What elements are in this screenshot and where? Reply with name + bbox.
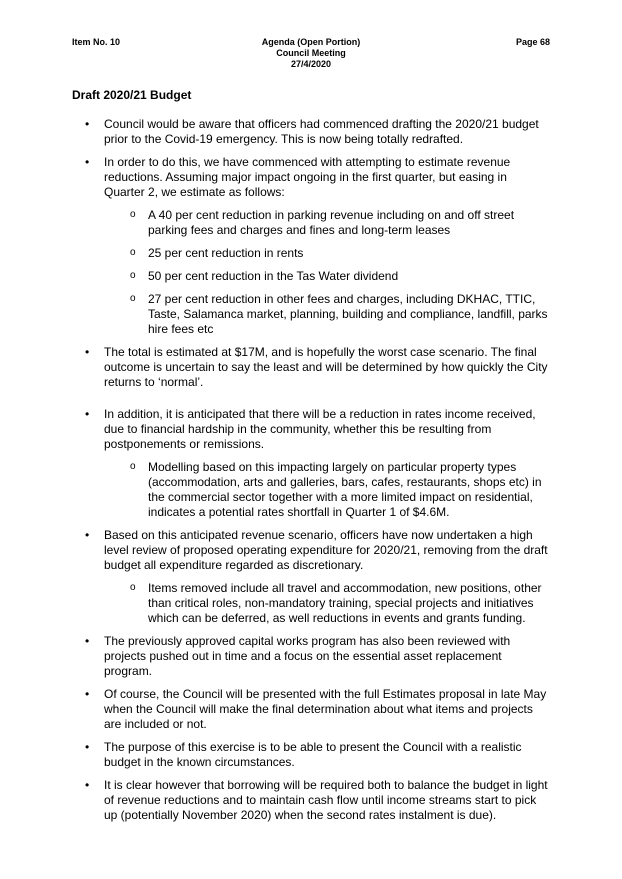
bullet-item: • In order to do this, we have commenced with attempting to estimate revenue reductions. Assuming major impact ongoing in the first quarter, but easing in Quarter 2, we estimate as follows: (72, 155, 550, 200)
bullet-item: • Of course, the Council will be presented with the full Estimates proposal in late May when the Council will make the final determination about what items and projects are included or not. (72, 687, 550, 732)
agenda-label: Agenda (Open Portion) (261, 37, 361, 47)
bullet-item: • The previously approved capital works program has also been reviewed with projects pushed out in time and a focus on the essential asset replacement program. (72, 634, 550, 679)
sub-bullet-item: o A 40 per cent reduction in parking revenue including on and off street parking fees and charges and fines and long-term leases (72, 208, 550, 238)
bullet-item: • It is clear however that borrowing will be required both to balance the budget in light of revenue reductions and to maintain cash flow until income streams start to pick up (potentially November 2020) when the second rates instalment is due). (72, 778, 550, 823)
sub-bullet-item: o Modelling based on this impacting largely on particular property types (accommodation, arts and galleries, bars, cafes, restaurants, shops etc) in the commercial sector together with a more limited impact on residential, indicates a potential rates shortfall in Quarter 1 of $4.6M. (72, 460, 550, 520)
meeting-label: Council Meeting (276, 48, 346, 58)
sub-bullet-item: o 50 per cent reduction in the Tas Water dividend (72, 269, 550, 284)
bullet-item: • In addition, it is anticipated that there will be a reduction in rates income received, due to financial hardship in the community, whether this be resulting from postponements or remissions. (72, 407, 550, 452)
page-header (72, 37, 550, 71)
page-number: Page 68 (515, 37, 550, 47)
item-number: Item No. 10 (72, 37, 121, 47)
agenda-heading (72, 37, 550, 70)
bullet-item: • The purpose of this exercise is to be able to present the Council with a realistic budget in the known circumstances. (72, 740, 550, 770)
document-body (72, 117, 550, 831)
bullet-item: • The total is estimated at $17M, and is hopefully the worst case scenario. The final outcome is uncertain to say the least and will be determined by how quickly the City returns to ‘normal’. (72, 345, 550, 390)
meeting-date: 27/4/2020 (290, 59, 332, 69)
sub-bullet-item: o 25 per cent reduction in rents (72, 246, 550, 261)
section-title: Draft 2020/21 Budget (72, 88, 192, 102)
sub-bullet-item: o Items removed include all travel and accommodation, new positions, other than critical roles, non-mandatory training, special projects and initiatives which can be deferred, as well reductions in events and grants funding. (72, 581, 550, 626)
bullet-item: • Based on this anticipated revenue scenario, officers have now undertaken a high level review of proposed operating expenditure for 2020/21, removing from the draft budget all expenditure regarded as discretionary. (72, 528, 550, 573)
sub-bullet-item: o 27 per cent reduction in other fees and charges, including DKHAC, TTIC, Taste, Salamanca market, planning, building and compliance, landfill, parks hire fees etc (72, 292, 550, 337)
bullet-item: • Council would be aware that officers had commenced drafting the 2020/21 budget prior to the Covid-19 emergency. This is now being totally redrafted. (72, 117, 550, 147)
